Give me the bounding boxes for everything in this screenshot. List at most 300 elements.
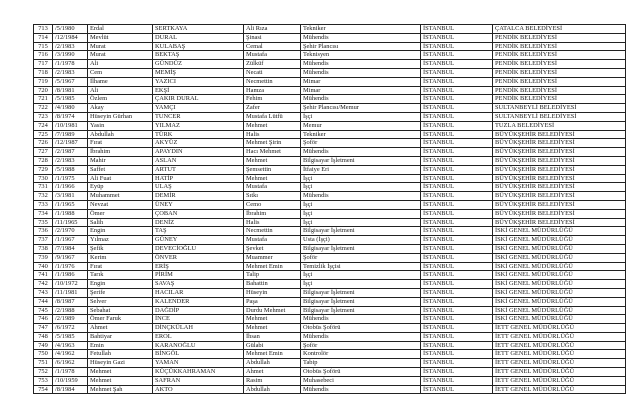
institution-cell: BÜYÜKŞEHİR BELEDİYESİ [493,218,626,227]
position-cell: Mühendis [301,33,421,42]
city-cell: İSTANBUL [421,253,493,262]
surname-cell: AKYÜZ [153,139,244,148]
birth-date-cell: /1/1978 [53,368,88,377]
table-row [34,139,626,148]
surname-cell: ÇOBAN [153,209,244,218]
position-cell: Tabip [301,359,421,368]
position-cell: Bilgisayar İşletmeni [301,297,421,306]
birth-date-cell: /4/1962 [53,350,88,359]
institution-cell: İETT GENEL MÜDÜRLÜĞÜ [493,359,626,368]
birth-date-cell: /2/1989 [53,315,88,324]
surname-cell: HATİP [153,174,244,183]
institution-cell: İETT GENEL MÜDÜRLÜĞÜ [493,341,626,350]
table-row [34,376,626,385]
position-cell: Otobüs Şoförü [301,324,421,333]
father-name-cell: Mehmet [244,121,301,130]
row-number-cell: 748 [34,332,53,341]
institution-cell: İETT GENEL MÜDÜRLÜĞÜ [493,332,626,341]
first-name-cell: Muhammet [88,192,153,201]
father-name-cell: Hamza [244,86,301,95]
birth-date-cell: /10/1959 [53,376,88,385]
father-name-cell: Hacı Mehmet [244,148,301,157]
surname-cell: BEKTAŞ [153,51,244,60]
table-row [34,315,626,324]
institution-cell: PENDİK BELEDİYESİ [493,60,626,69]
surname-cell: TUNCER [153,112,244,121]
position-cell: Tekniker [301,130,421,139]
surname-cell: KARANOĞLU [153,341,244,350]
father-name-cell: Paşa [244,297,301,306]
city-cell: İSTANBUL [421,271,493,280]
first-name-cell: İbrahim [88,148,153,157]
birth-date-cell: /5/1980 [53,25,88,34]
first-name-cell: Abdullah [88,130,153,139]
row-number-cell: 747 [34,324,53,333]
position-cell: Mühendis [301,148,421,157]
surname-cell: ERİŞ [153,262,244,271]
father-name-cell: Cemal [244,42,301,51]
row-number-cell: 740 [34,262,53,271]
father-name-cell: İbrahim [244,209,301,218]
birth-date-cell: /8/1987 [53,297,88,306]
first-name-cell: Emin [88,341,153,350]
table-row [34,104,626,113]
first-name-cell: Ali Fuat [88,174,153,183]
position-cell: Şoför [301,139,421,148]
position-cell: İşçi [301,271,421,280]
surname-cell: DURAL [153,33,244,42]
table-row [34,174,626,183]
first-name-cell: Mehmet Şah [88,385,153,394]
birth-date-cell: /8/1984 [53,385,88,394]
city-cell: İSTANBUL [421,51,493,60]
position-cell: Muhasebeci [301,376,421,385]
birth-date-cell: /5/1988 [53,165,88,174]
position-cell: Mühendis [301,95,421,104]
institution-cell: PENDİK BELEDİYESİ [493,86,626,95]
father-name-cell: Gülabi [244,341,301,350]
personnel-table [33,24,626,394]
table-row [34,25,626,34]
position-cell: Mühendis [301,192,421,201]
first-name-cell: Engin [88,227,153,236]
position-cell: İtfaiye Eri [301,165,421,174]
first-name-cell: Ahmet [88,324,153,333]
first-name-cell: Bahtiyar [88,332,153,341]
row-number-cell: 726 [34,139,53,148]
surname-cell: YILMAZ [153,121,244,130]
institution-cell: PENDİK BELEDİYESİ [493,33,626,42]
father-name-cell: Şemsettin [244,165,301,174]
first-name-cell: Ömer Faruk [88,315,153,324]
table-row [34,218,626,227]
institution-cell: BÜYÜKŞEHİR BELEDİYESİ [493,209,626,218]
birth-date-cell: /7/1989 [53,130,88,139]
surname-cell: DAĞDİP [153,306,244,315]
city-cell: İSTANBUL [421,288,493,297]
institution-cell: BÜYÜKŞEHİR BELEDİYESİ [493,165,626,174]
birth-date-cell: /3/1981 [53,192,88,201]
birth-date-cell: /1/1967 [53,236,88,245]
row-number-cell: 753 [34,376,53,385]
surname-cell: KÜÇÜKKAHRAMAN [153,368,244,377]
surname-cell: HACILAR [153,288,244,297]
position-cell: Teknisyen [301,51,421,60]
position-cell: Mühendis [301,385,421,394]
institution-cell: BÜYÜKŞEHİR BELEDİYESİ [493,139,626,148]
city-cell: İSTANBUL [421,130,493,139]
table-row [34,236,626,245]
institution-cell: İSKİ GENEL MÜDÜRLÜĞÜ [493,244,626,253]
city-cell: İSTANBUL [421,262,493,271]
birth-date-cell: /2/1983 [53,68,88,77]
institution-cell: İSKİ GENEL MÜDÜRLÜĞÜ [493,253,626,262]
row-number-cell: 734 [34,209,53,218]
institution-cell: İETT GENEL MÜDÜRLÜĞÜ [493,324,626,333]
first-name-cell: Fırat [88,262,153,271]
row-number-cell: 754 [34,385,53,394]
surname-cell: DEMİR [153,192,244,201]
first-name-cell: Yasin [88,121,153,130]
city-cell: İSTANBUL [421,244,493,253]
city-cell: İSTANBUL [421,148,493,157]
row-number-cell: 744 [34,297,53,306]
first-name-cell: Sebahat [88,306,153,315]
birth-date-cell: /2/1970 [53,227,88,236]
position-cell: Tekniker [301,25,421,34]
father-name-cell: Mustafa [244,236,301,245]
father-name-cell: Abdullah [244,359,301,368]
position-cell: Bilgisayar İşletmeni [301,306,421,315]
institution-cell: İETT GENEL MÜDÜRLÜĞÜ [493,350,626,359]
position-cell: Kontrolör [301,350,421,359]
surname-cell: ÜNEY [153,200,244,209]
institution-cell: PENDİK BELEDİYESİ [493,77,626,86]
table-body [34,25,626,394]
row-number-cell: 722 [34,104,53,113]
table-row [34,385,626,394]
surname-cell: BİNGÖL [153,350,244,359]
father-name-cell: Ahmet [244,368,301,377]
table-row [34,209,626,218]
surname-cell: GÜNEY [153,236,244,245]
first-name-cell: Ali [88,60,153,69]
institution-cell: BÜYÜKŞEHİR BELEDİYESİ [493,183,626,192]
position-cell: Otobüs Şoförü [301,368,421,377]
surname-cell: İNCE [153,315,244,324]
position-cell: Şoför [301,341,421,350]
surname-cell: SAVAŞ [153,280,244,289]
institution-cell: PENDİK BELEDİYESİ [493,95,626,104]
birth-date-cell: /12/1987 [53,139,88,148]
position-cell: İşçi [301,183,421,192]
institution-cell: İSKİ GENEL MÜDÜRLÜĞÜ [493,315,626,324]
city-cell: İSTANBUL [421,183,493,192]
first-name-cell: Fetullah [88,350,153,359]
father-name-cell: Mehmet Emin [244,350,301,359]
table-row [34,77,626,86]
surname-cell: YAZICI [153,77,244,86]
table-row [34,33,626,42]
institution-cell: PENDİK BELEDİYESİ [493,68,626,77]
first-name-cell: Tarık [88,271,153,280]
table-row [34,332,626,341]
table-row [34,227,626,236]
surname-cell: TÜRK [153,130,244,139]
city-cell: İSTANBUL [421,174,493,183]
table-row [34,121,626,130]
position-cell: Mühendis [301,332,421,341]
table-row [34,183,626,192]
institution-cell: BÜYÜKŞEHİR BELEDİYESİ [493,148,626,157]
city-cell: İSTANBUL [421,324,493,333]
row-number-cell: 727 [34,148,53,157]
table-row [34,156,626,165]
row-number-cell: 713 [34,25,53,34]
first-name-cell: Ali [88,86,153,95]
institution-cell: İSKİ GENEL MÜDÜRLÜĞÜ [493,280,626,289]
table-row [34,350,626,359]
birth-date-cell: /4/1963 [53,341,88,350]
row-number-cell: 728 [34,156,53,165]
table-row [34,192,626,201]
table-row [34,297,626,306]
city-cell: İSTANBUL [421,192,493,201]
father-name-cell: Muammer [244,253,301,262]
birth-date-cell: /11/1981 [53,288,88,297]
first-name-cell: Murat [88,51,153,60]
row-number-cell: 718 [34,68,53,77]
first-name-cell: Özlem [88,95,153,104]
row-number-cell: 716 [34,51,53,60]
row-number-cell: 741 [34,271,53,280]
surname-cell: GÜNDÜZ [153,60,244,69]
city-cell: İSTANBUL [421,112,493,121]
father-name-cell: Mehmet [244,174,301,183]
city-cell: İSTANBUL [421,25,493,34]
father-name-cell: Necati [244,68,301,77]
father-name-cell: Zafer [244,104,301,113]
row-number-cell: 723 [34,112,53,121]
row-number-cell: 742 [34,280,53,289]
row-number-cell: 746 [34,315,53,324]
row-number-cell: 739 [34,253,53,262]
city-cell: İSTANBUL [421,139,493,148]
position-cell: İşçi [301,280,421,289]
first-name-cell: Şefik [88,244,153,253]
table-row [34,324,626,333]
birth-date-cell: /1/1988 [53,209,88,218]
first-name-cell: Fırat [88,139,153,148]
position-cell: İşçi [301,200,421,209]
row-number-cell: 729 [34,165,53,174]
position-cell: Memur [301,121,421,130]
father-name-cell: Necmettin [244,77,301,86]
father-name-cell: Fehim [244,95,301,104]
city-cell: İSTANBUL [421,68,493,77]
table-row [34,253,626,262]
first-name-cell: Hüseyin Gazi [88,359,153,368]
surname-cell: SERTKAYA [153,25,244,34]
table-row [34,95,626,104]
birth-date-cell: /8/1981 [53,86,88,95]
row-number-cell: 737 [34,236,53,245]
birth-date-cell: /3/1990 [53,51,88,60]
surname-cell: ARTUT [153,165,244,174]
row-number-cell: 731 [34,183,53,192]
birth-date-cell: /2/1983 [53,42,88,51]
father-name-cell: Mehmet Şirin [244,139,301,148]
row-number-cell: 752 [34,368,53,377]
surname-cell: ASLAN [153,156,244,165]
surname-cell: SAFRAN [153,376,244,385]
institution-cell: İSKİ GENEL MÜDÜRLÜĞÜ [493,262,626,271]
birth-date-cell: /1/1975 [53,174,88,183]
birth-date-cell: /2/1987 [53,148,88,157]
institution-cell: TUZLA BELEDİYESİ [493,121,626,130]
row-number-cell: 732 [34,192,53,201]
position-cell: Bilgisayar İşletmeni [301,244,421,253]
table-row [34,60,626,69]
first-name-cell: Saffet [88,165,153,174]
city-cell: İSTANBUL [421,218,493,227]
birth-date-cell: /10/1981 [53,121,88,130]
row-number-cell: 714 [34,33,53,42]
table-row [34,359,626,368]
table-row [34,341,626,350]
city-cell: İSTANBUL [421,368,493,377]
surname-cell: ULAŞ [153,183,244,192]
birth-date-cell: /12/1984 [53,33,88,42]
birth-date-cell: /1/1966 [53,183,88,192]
father-name-cell: Zülküf [244,60,301,69]
row-number-cell: 750 [34,350,53,359]
father-name-cell: Halis [244,130,301,139]
first-name-cell: Şerife [88,288,153,297]
city-cell: İSTANBUL [421,297,493,306]
institution-cell: İETT GENEL MÜDÜRLÜĞÜ [493,385,626,394]
row-number-cell: 721 [34,95,53,104]
city-cell: İSTANBUL [421,332,493,341]
table-row [34,368,626,377]
surname-cell: KULABAŞ [153,42,244,51]
surname-cell: YAMÇI [153,104,244,113]
row-number-cell: 730 [34,174,53,183]
birth-date-cell: /6/1972 [53,324,88,333]
first-name-cell: İlhame [88,77,153,86]
row-number-cell: 738 [34,244,53,253]
row-number-cell: 751 [34,359,53,368]
table-row [34,262,626,271]
table-row [34,86,626,95]
table-row [34,244,626,253]
surname-cell: AKTO [153,385,244,394]
institution-cell: BÜYÜKŞEHİR BELEDİYESİ [493,200,626,209]
table-row [34,280,626,289]
father-name-cell: Sıtkı [244,192,301,201]
father-name-cell: Mustafa Lütfü [244,112,301,121]
city-cell: İSTANBUL [421,236,493,245]
position-cell: İşçi [301,218,421,227]
first-name-cell: Erdal [88,25,153,34]
first-name-cell: Akay [88,104,153,113]
city-cell: İSTANBUL [421,95,493,104]
father-name-cell: Mustafa [244,183,301,192]
surname-cell: MEMİŞ [153,68,244,77]
surname-cell: YAMAN [153,359,244,368]
first-name-cell: Mevlüt [88,33,153,42]
birth-date-cell: /1/1986 [53,271,88,280]
city-cell: İSTANBUL [421,227,493,236]
first-name-cell: Ömer [88,209,153,218]
birth-date-cell: /8/1974 [53,112,88,121]
table-row [34,165,626,174]
table-row [34,130,626,139]
city-cell: İSTANBUL [421,33,493,42]
city-cell: İSTANBUL [421,60,493,69]
first-name-cell: Mehmet [88,376,153,385]
row-number-cell: 715 [34,42,53,51]
position-cell: İşçi [301,112,421,121]
father-name-cell: Rasim [244,376,301,385]
city-cell: İSTANBUL [421,209,493,218]
row-number-cell: 736 [34,227,53,236]
first-name-cell: Nevzat [88,200,153,209]
table-row [34,51,626,60]
row-number-cell: 743 [34,288,53,297]
position-cell: Mimar [301,86,421,95]
father-name-cell: Mehmet Emin [244,262,301,271]
position-cell: Usta (İşçi) [301,236,421,245]
surname-cell: ÖNVER [153,253,244,262]
father-name-cell: Ali Rıza [244,25,301,34]
institution-cell: İSKİ GENEL MÜDÜRLÜĞÜ [493,236,626,245]
birth-date-cell: /6/1962 [53,359,88,368]
father-name-cell: Şevket [244,244,301,253]
first-name-cell: Mehmet [88,368,153,377]
father-name-cell: Talip [244,271,301,280]
city-cell: İSTANBUL [421,359,493,368]
father-name-cell: Mehmet [244,324,301,333]
city-cell: İSTANBUL [421,165,493,174]
row-number-cell: 720 [34,86,53,95]
institution-cell: İSKİ GENEL MÜDÜRLÜĞÜ [493,271,626,280]
surname-cell: DİNÇKÜLAH [153,324,244,333]
first-name-cell: Mahir [88,156,153,165]
birth-date-cell: /9/1967 [53,253,88,262]
father-name-cell: Mehmet [244,315,301,324]
father-name-cell: İhsan [244,332,301,341]
position-cell: Bilgisayar İşletmeni [301,227,421,236]
city-cell: İSTANBUL [421,104,493,113]
row-number-cell: 733 [34,200,53,209]
birth-date-cell: /2/1988 [53,306,88,315]
birth-date-cell: /5/1985 [53,332,88,341]
table-row [34,148,626,157]
birth-date-cell: /4/1980 [53,104,88,113]
first-name-cell: Eyüp [88,183,153,192]
position-cell: Mühendis [301,60,421,69]
city-cell: İSTANBUL [421,77,493,86]
table-row [34,200,626,209]
position-cell: Bilgisayar İşletmeni [301,156,421,165]
city-cell: İSTANBUL [421,280,493,289]
father-name-cell: Şinasi [244,33,301,42]
position-cell: Şoför [301,253,421,262]
city-cell: İSTANBUL [421,156,493,165]
position-cell: Bilgisayar İşletmeni [301,288,421,297]
father-name-cell: Mustafa [244,51,301,60]
